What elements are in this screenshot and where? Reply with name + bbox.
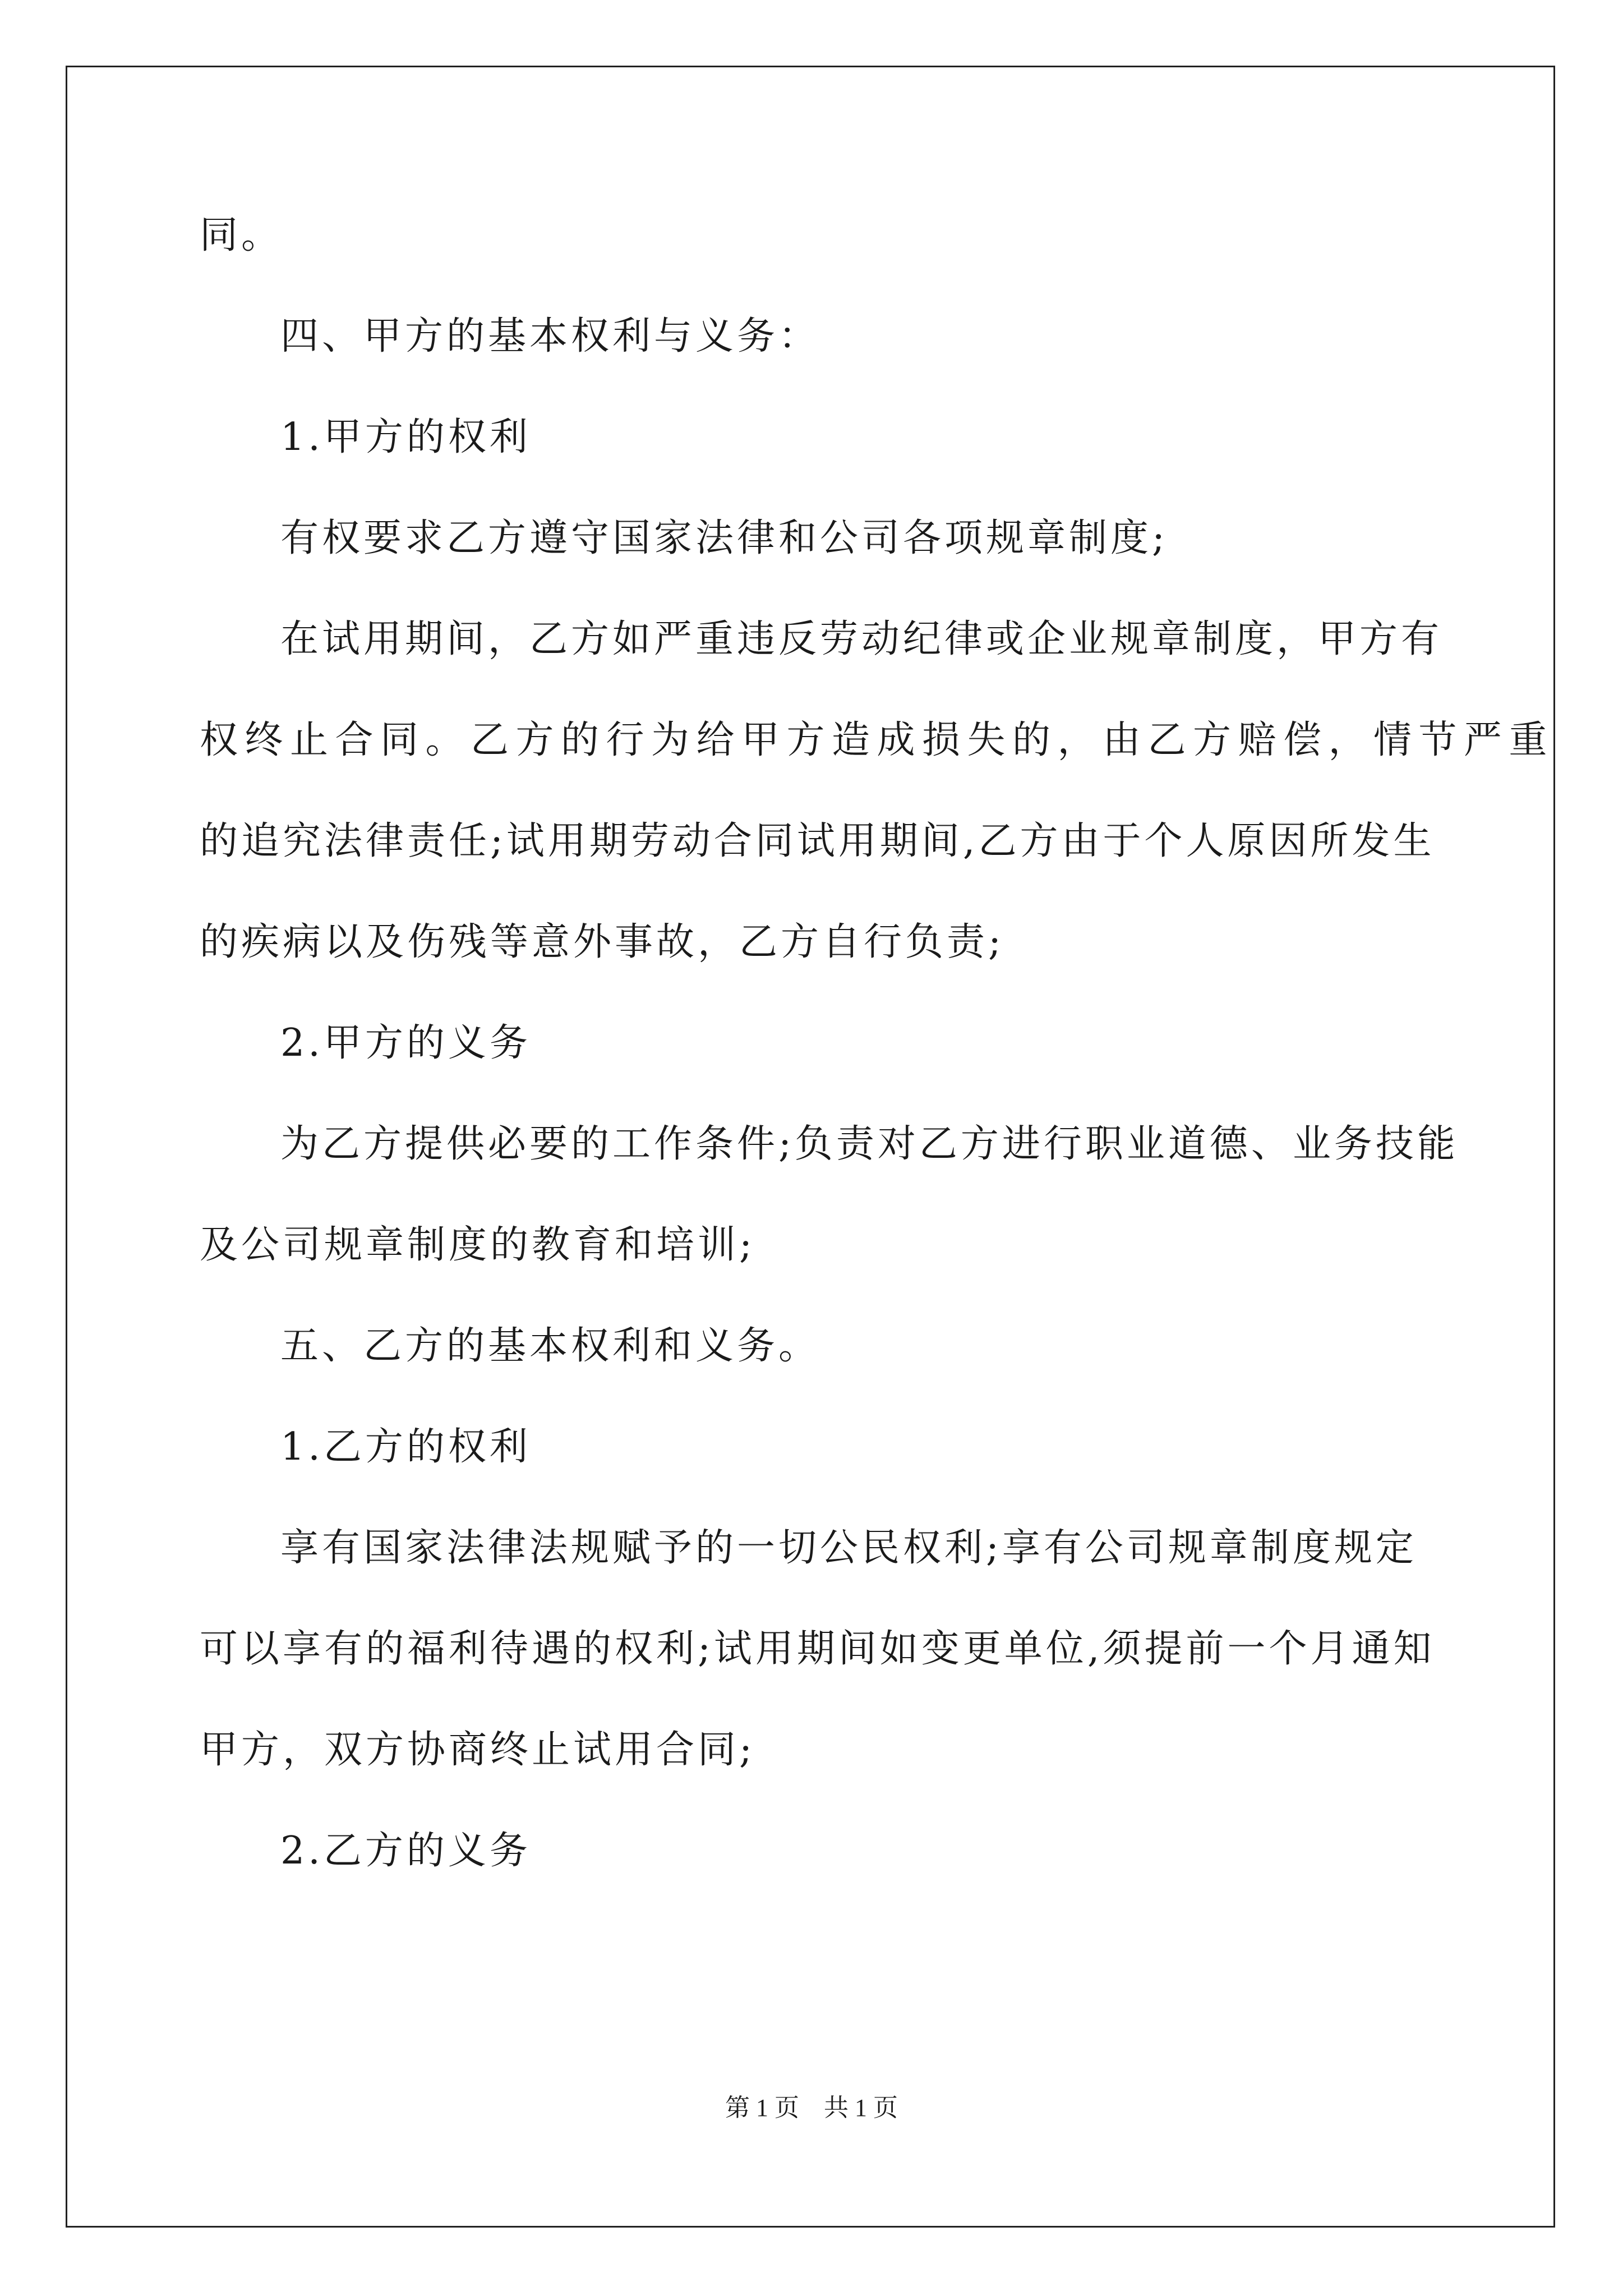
text-line: 的追究法律责任;试用期劳动合同试用期间,乙方由于个人原因所发生: [200, 819, 1435, 863]
text-line: 同。: [200, 213, 283, 257]
subsection-heading: 1.甲方的权利: [280, 415, 531, 459]
page-number: 第 1 页 共 1 页: [725, 2094, 898, 2122]
text-line: 甲方，双方协商终止试用合同;: [200, 1728, 755, 1772]
subsection-heading: 2.乙方的义务: [280, 1829, 531, 1873]
section-heading: 四、甲方的基本权利与义务：: [280, 314, 820, 358]
text-line: 为乙方提供必要的工作条件;负责对乙方进行职业道德、业务技能: [280, 1122, 1459, 1166]
text-line: 的疾病以及伤残等意外事故，乙方自行负责;: [200, 920, 1004, 964]
text-line: 有权要求乙方遵守国家法律和公司各项规章制度;: [280, 516, 1168, 560]
subsection-heading: 1.乙方的权利: [280, 1425, 531, 1469]
text-line: 及公司规章制度的教育和培训;: [200, 1223, 755, 1267]
section-heading: 五、乙方的基本权利和义务。: [280, 1324, 820, 1368]
text-line: 权终止合同。乙方的行为给甲方造成损失的，由乙方赔偿，情节严重: [200, 718, 1555, 762]
subsection-heading: 2.甲方的义务: [280, 1021, 531, 1065]
text-line: 可以享有的福利待遇的权利;试用期间如变更单位,须提前一个月通知: [200, 1627, 1435, 1671]
text-line: 在试用期间，乙方如严重违反劳动纪律或企业规章制度，甲方有: [280, 617, 1443, 661]
text-line: 享有国家法律法规赋予的一切公民权利;享有公司规章制度规定: [280, 1526, 1417, 1570]
